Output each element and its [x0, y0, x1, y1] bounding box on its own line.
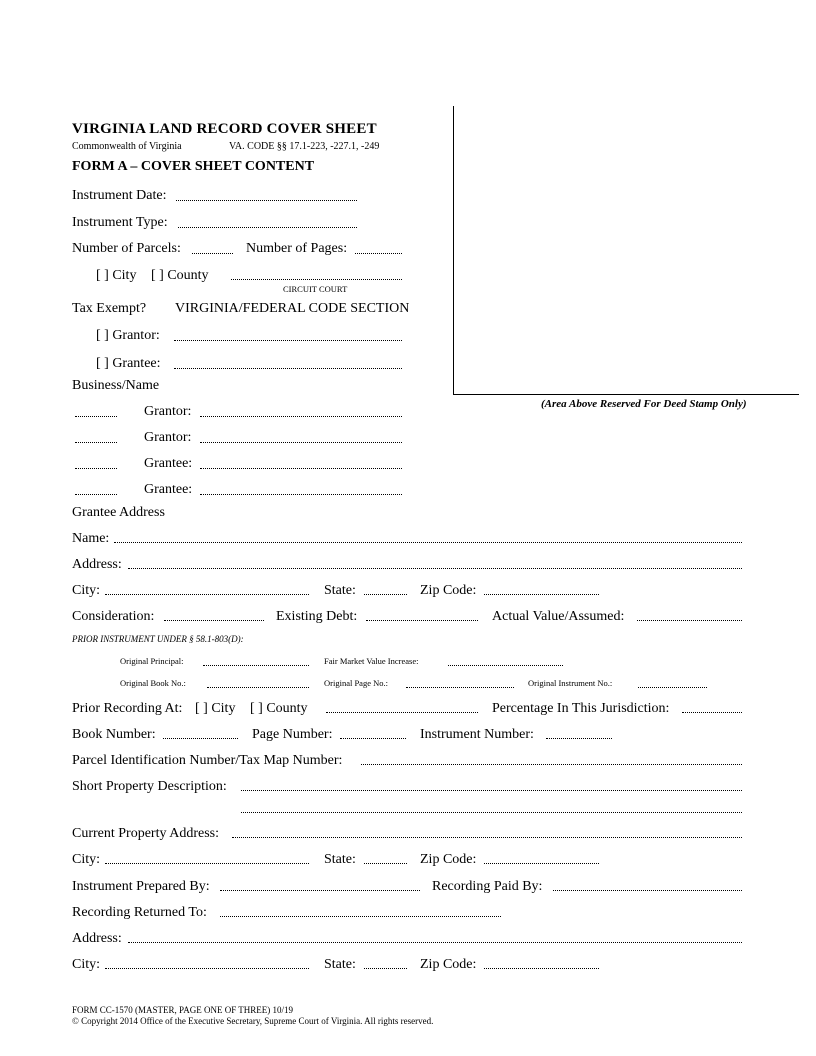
- grantee-name-field[interactable]: [114, 542, 742, 543]
- recording-returned-to-field[interactable]: [220, 916, 501, 917]
- original-page-label: Original Page No.:: [324, 678, 388, 688]
- tax-exempt-grantee-field[interactable]: [174, 368, 402, 369]
- property-zip-field[interactable]: [484, 863, 599, 864]
- commonwealth-label: Commonwealth of Virginia: [72, 141, 182, 152]
- return-state-field[interactable]: [364, 968, 407, 969]
- prepared-by-field[interactable]: [220, 890, 420, 891]
- stamp-area-left-border: [453, 106, 454, 394]
- circuit-court-field[interactable]: [231, 279, 402, 280]
- original-book-label: Original Book No.:: [120, 678, 186, 688]
- tax-exempt-grantee-checkbox[interactable]: [ ] Grantee:: [96, 356, 161, 371]
- page-number-field[interactable]: [340, 738, 406, 739]
- instrument-date-label: Instrument Date:: [72, 188, 167, 203]
- form-subtitle: FORM A – COVER SHEET CONTENT: [72, 159, 315, 174]
- short-description-field-2[interactable]: [241, 812, 742, 813]
- instrument-number-field[interactable]: [546, 738, 612, 739]
- tax-exempt-grantor-checkbox[interactable]: [ ] Grantor:: [96, 328, 160, 343]
- recording-paid-by-label: Recording Paid By:: [432, 879, 543, 894]
- prior-city-checkbox[interactable]: [ ] City: [195, 701, 236, 716]
- book-number-label: Book Number:: [72, 727, 156, 742]
- fair-market-increase-field[interactable]: [448, 665, 563, 666]
- grantee-name-label: Name:: [72, 531, 110, 546]
- consideration-label: Consideration:: [72, 609, 155, 624]
- grantee-state-field[interactable]: [364, 594, 407, 595]
- current-property-address-field[interactable]: [232, 837, 742, 838]
- tax-exempt-grantor-field[interactable]: [174, 340, 402, 341]
- existing-debt-label: Existing Debt:: [276, 609, 358, 624]
- current-property-address-label: Current Property Address:: [72, 826, 219, 841]
- grantor-1-field[interactable]: [200, 416, 402, 417]
- fair-market-increase-label: Fair Market Value Increase:: [324, 656, 419, 666]
- return-zip-field[interactable]: [484, 968, 599, 969]
- percentage-jurisdiction-field[interactable]: [682, 712, 742, 713]
- circuit-court-label: CIRCUIT COURT: [283, 284, 348, 294]
- return-zip-label: Zip Code:: [420, 957, 477, 972]
- grantee-city-label: City:: [72, 583, 101, 598]
- property-state-label: State:: [324, 852, 356, 867]
- return-address-field[interactable]: [128, 942, 742, 943]
- number-of-parcels-label: Number of Parcels:: [72, 241, 181, 256]
- original-principal-label: Original Principal:: [120, 656, 184, 666]
- grantee-zip-label: Zip Code:: [420, 583, 477, 598]
- original-instrument-field[interactable]: [638, 687, 707, 688]
- prepared-by-label: Instrument Prepared By:: [72, 879, 210, 894]
- parcel-id-label: Parcel Identification Number/Tax Map Number:: [72, 753, 343, 768]
- county-checkbox[interactable]: [ ] County: [151, 268, 209, 283]
- grantee-1-label: Grantee:: [144, 456, 193, 471]
- grantor-1-label: Grantor:: [144, 404, 192, 419]
- recording-returned-to-label: Recording Returned To:: [72, 905, 207, 920]
- original-instrument-label: Original Instrument No.:: [528, 678, 613, 688]
- grantee-address-heading: Grantee Address: [72, 505, 165, 520]
- actual-value-label: Actual Value/Assumed:: [492, 609, 625, 624]
- parcel-id-field[interactable]: [361, 764, 742, 765]
- percentage-jurisdiction-label: Percentage In This Jurisdiction:: [492, 701, 670, 716]
- grantee-address-field[interactable]: [128, 568, 742, 569]
- return-state-label: State:: [324, 957, 356, 972]
- property-city-field[interactable]: [105, 863, 309, 864]
- number-of-pages-field[interactable]: [355, 253, 402, 254]
- prior-recording-label: Prior Recording At:: [72, 701, 183, 716]
- grantee-address-label: Address:: [72, 557, 122, 572]
- grantee-2-field[interactable]: [200, 494, 402, 495]
- business-field-1[interactable]: [75, 416, 117, 417]
- book-number-field[interactable]: [163, 738, 238, 739]
- number-of-pages-label: Number of Pages:: [246, 241, 348, 256]
- prior-instrument-heading: PRIOR INSTRUMENT UNDER § 58.1-803(D):: [72, 634, 244, 644]
- business-name-label: Business/Name: [72, 378, 160, 393]
- form-number: FORM CC-1570 (MASTER, PAGE ONE OF THREE) 10/19: [72, 1005, 294, 1015]
- tax-exempt-label: Tax Exempt?: [72, 301, 147, 316]
- stamp-area-note: (Area Above Reserved For Deed Stamp Only): [541, 398, 747, 410]
- instrument-type-label: Instrument Type:: [72, 215, 168, 230]
- form-title: VIRGINIA LAND RECORD COVER SHEET: [72, 121, 377, 137]
- page-number-label: Page Number:: [252, 727, 333, 742]
- number-of-parcels-field[interactable]: [192, 253, 233, 254]
- code-section-label: VIRGINIA/FEDERAL CODE SECTION: [175, 301, 410, 316]
- stamp-area-bottom-border: [453, 394, 799, 395]
- copyright: © Copyright 2014 Office of the Executive Secretary, Supreme Court of Virginia. All rights reserved.: [72, 1016, 434, 1026]
- return-city-label: City:: [72, 957, 101, 972]
- property-state-field[interactable]: [364, 863, 407, 864]
- business-field-4[interactable]: [75, 494, 117, 495]
- prior-recording-field[interactable]: [326, 712, 478, 713]
- consideration-field[interactable]: [164, 620, 264, 621]
- grantee-city-field[interactable]: [105, 594, 309, 595]
- short-description-field-1[interactable]: [241, 790, 742, 791]
- grantee-2-label: Grantee:: [144, 482, 193, 497]
- grantee-zip-field[interactable]: [484, 594, 599, 595]
- city-checkbox[interactable]: [ ] City: [96, 268, 137, 283]
- code-reference: VA. CODE §§ 17.1-223, -227.1, -249: [229, 141, 380, 152]
- business-field-3[interactable]: [75, 468, 117, 469]
- property-city-label: City:: [72, 852, 101, 867]
- instrument-date-field[interactable]: [176, 200, 357, 201]
- grantee-state-label: State:: [324, 583, 356, 598]
- short-description-label: Short Property Description:: [72, 779, 227, 794]
- prior-county-checkbox[interactable]: [ ] County: [250, 701, 308, 716]
- return-city-field[interactable]: [105, 968, 309, 969]
- original-page-field[interactable]: [406, 687, 514, 688]
- grantor-2-label: Grantor:: [144, 430, 192, 445]
- recording-paid-by-field[interactable]: [553, 890, 742, 891]
- property-zip-label: Zip Code:: [420, 852, 477, 867]
- original-principal-field[interactable]: [203, 665, 309, 666]
- business-field-2[interactable]: [75, 442, 117, 443]
- original-book-field[interactable]: [207, 687, 309, 688]
- grantee-1-field[interactable]: [200, 468, 402, 469]
- instrument-type-field[interactable]: [178, 227, 357, 228]
- actual-value-field[interactable]: [637, 620, 742, 621]
- return-address-label: Address:: [72, 931, 122, 946]
- existing-debt-field[interactable]: [366, 620, 478, 621]
- grantor-2-field[interactable]: [200, 442, 402, 443]
- instrument-number-label: Instrument Number:: [420, 727, 534, 742]
